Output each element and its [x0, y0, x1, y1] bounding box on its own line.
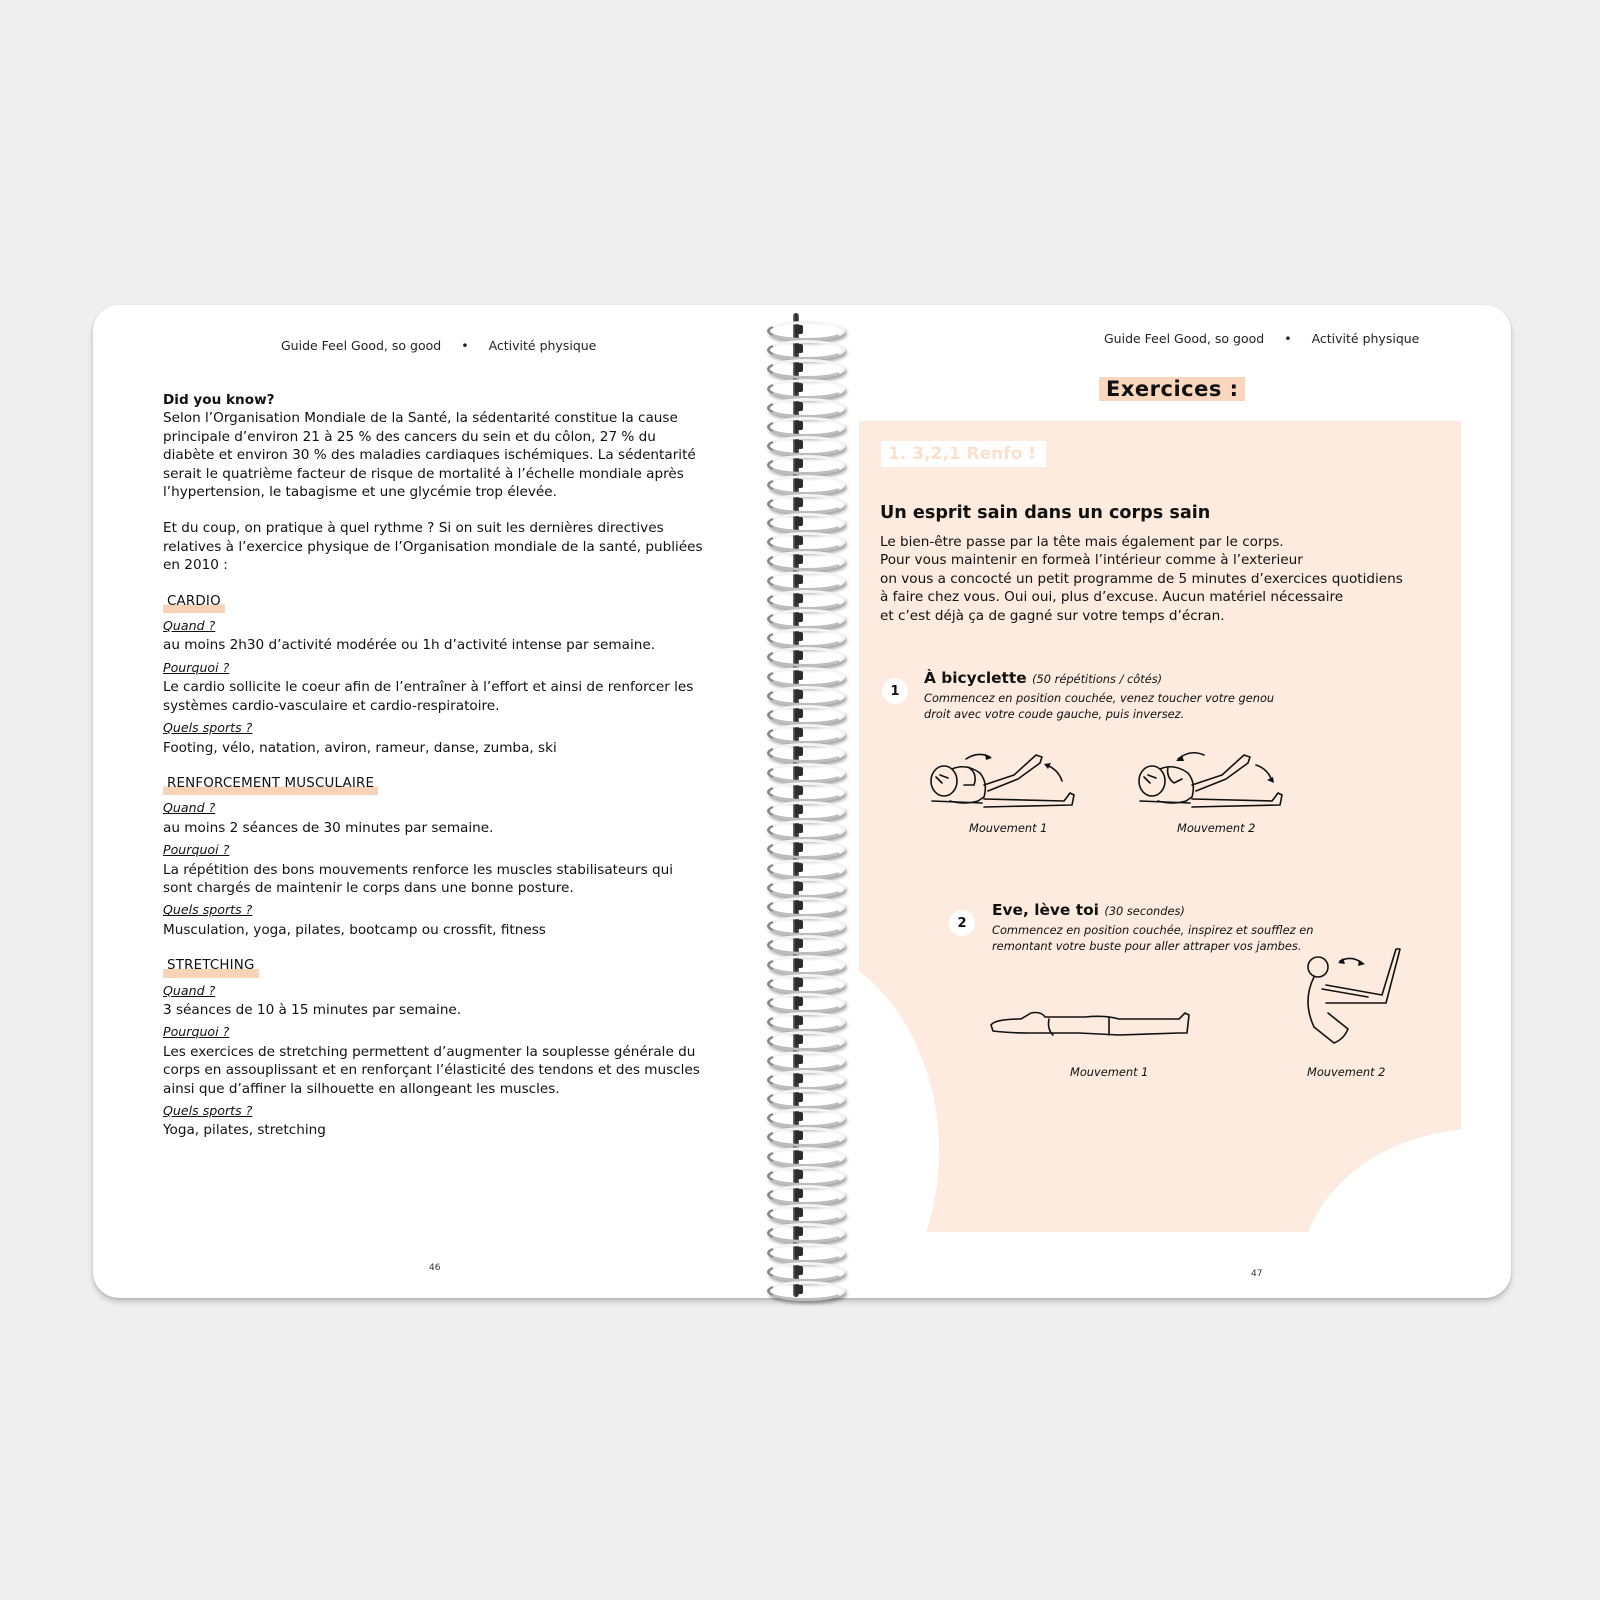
movement-label: Mouvement 2 [1177, 821, 1256, 835]
header-separator: • [461, 338, 469, 353]
bicycle-movement-1-illustration [926, 745, 1086, 815]
spiral-coil [767, 684, 845, 704]
spiral-coil [767, 1202, 845, 1222]
spiral-coil [767, 607, 845, 627]
exercise-name [924, 669, 1162, 687]
spiral-coil [767, 837, 845, 857]
pourquoi-text: systèmes cardio-vasculaire et cardio-respiratoire. [163, 697, 500, 714]
section-tag: RENFORCEMENT MUSCULAIRE [163, 775, 378, 795]
figure-elbow [1168, 767, 1182, 783]
section-tag: CARDIO [163, 593, 225, 613]
spiral-coil [767, 741, 845, 761]
pourquoi-text: corps en assouplissant et en renforçant l’élasticité des tendons et des muscles [163, 1062, 700, 1079]
spiral-coil [767, 665, 845, 685]
spiral-coil [767, 818, 845, 838]
exercise-description [992, 922, 1313, 954]
exercise-name [992, 901, 1185, 919]
figure-torso [1308, 977, 1348, 1043]
sports-label: Quels sports ? [163, 902, 253, 918]
left-content [163, 391, 723, 1140]
dyk-line: diabète et environ 30 % des maladies cardiaques ischémiques. La sédentarité [163, 447, 696, 464]
spiral-coil [767, 1029, 845, 1049]
section-tag: STRETCHING [163, 957, 259, 977]
spiral-coil [767, 780, 845, 800]
spiral-coil [767, 761, 845, 781]
quand-text: au moins 2 séances de 30 minutes par semaine. [163, 819, 494, 836]
sports-text: Musculation, yoga, pilates, bootcamp ou crossfit, fitness [163, 921, 546, 938]
header-section: Activité physique [1311, 331, 1420, 346]
spiral-coil [767, 357, 845, 377]
quand-text: 3 séances de 10 à 15 minutes par semaine. [163, 1001, 462, 1018]
spiral-coil [767, 1260, 845, 1280]
eve-movement-2-illustration [1286, 945, 1406, 1050]
spiral-coil [767, 991, 845, 1011]
running-header-left [281, 338, 596, 353]
figure-lying [991, 1013, 1189, 1036]
exercise-title: Eve, lève toi [992, 901, 1099, 919]
sports-text: Footing, vélo, natation, aviron, rameur, danse, zumba, ski [163, 739, 557, 756]
page-number-left: 46 [429, 1263, 441, 1273]
header-separator: • [1284, 331, 1292, 346]
spiral-coil [767, 933, 845, 953]
sports-label: Quels sports ? [163, 1103, 253, 1118]
spiral-coil [767, 319, 845, 339]
spiral-coil [767, 626, 845, 646]
spiral-coil [767, 549, 845, 569]
spiral-coil [767, 1183, 845, 1203]
dyk-line: serait le quatrième facteur de risque de mortalité à l’échelle mondiale après [163, 465, 684, 482]
pourquoi-text: Les exercices de stretching permettent d’augmenter la souplesse générale du [163, 1043, 696, 1060]
figure-head [931, 766, 957, 796]
exercise-title: À bicyclette [924, 669, 1027, 687]
quand-label: Quand ? [163, 982, 216, 998]
spiral-coil [767, 799, 845, 819]
intro-line: et c’est déjà ça de gagné sur votre temps d’écran. [880, 607, 1225, 624]
bicycle-movement-2-illustration [1134, 745, 1294, 815]
rhythm-line: Et du coup, on pratique à quel rythme ? Si on suit les dernières directives [163, 520, 664, 537]
section-stretching [163, 939, 723, 1140]
spiral-coil [767, 1145, 845, 1165]
spiral-coil [767, 338, 845, 358]
spiral-coil [767, 377, 845, 397]
arrow-head [1358, 960, 1365, 966]
desc-line: Commencez en position couchée, inspirez et soufflez en [992, 923, 1314, 937]
dyk-line: l’hypertension, le tabagisme et une glycémie trop élevée. [163, 484, 557, 501]
spiral-coil [767, 703, 845, 723]
spiral-coil [767, 1049, 845, 1069]
pourquoi-label: Pourquoi ? [163, 659, 230, 675]
spiral-coil [767, 972, 845, 992]
curve-arrow [1256, 765, 1272, 781]
spiral-binding-icon [763, 313, 853, 1297]
rhythm-line: relatives à l’exercice physique de l’Organisation mondiale de la santé, publiées [163, 538, 703, 555]
figure-arms [1322, 989, 1368, 997]
spiral-coil [767, 1087, 845, 1107]
intro-line: Pour vous maintenir en formeà l’intérieur comme à l’exterieur [880, 552, 1303, 569]
intro-block [880, 503, 1440, 625]
spiral-coil [767, 434, 845, 454]
figure-arm [936, 775, 948, 783]
header-guide-title: Guide Feel Good, so good [1104, 331, 1265, 346]
spiral-coil [767, 1068, 845, 1088]
desc-line: droit avec votre coude gauche, puis inversez. [924, 707, 1185, 722]
desc-line: Commencez en position couchée, venez toucher votre genou [924, 691, 1275, 705]
quand-label: Quand ? [163, 800, 216, 816]
program-tag: 1. 3,2,1 Renfo ! [881, 441, 1046, 467]
spiral-coil [767, 914, 845, 934]
spiral-coil [767, 415, 845, 435]
exercise-description [924, 690, 1274, 722]
figure-legs [1326, 949, 1400, 1003]
desc-line: remontant votre buste pour aller attraper vos jambes. [992, 939, 1302, 954]
exercise-detail: (50 répétitions / côtés) [1032, 672, 1163, 686]
spiral-coil [767, 1010, 845, 1030]
spiral-coil [767, 876, 845, 896]
pourquoi-text: sont chargés de maintenir le corps dans une bonne posture. [163, 879, 574, 896]
exercises-title: Exercices : [1099, 377, 1245, 401]
movement-label: Mouvement 1 [1070, 1065, 1149, 1079]
did-you-know-title: Did you know? [163, 392, 275, 408]
spiral-coil [767, 396, 845, 416]
figure-extended-leg [984, 793, 1074, 807]
spiral-coil [767, 857, 845, 877]
panel-curve-left [859, 941, 939, 1232]
spiral-coil [767, 1241, 845, 1261]
exercise-number-badge: 1 [882, 678, 908, 704]
pourquoi-label: Pourquoi ? [163, 1024, 230, 1040]
pourquoi-text: Le cardio sollicite le coeur afin de l’entraîner à l’effort et ainsi de renforcer les [163, 679, 694, 696]
spiral-coil [767, 895, 845, 915]
coil-ring [767, 1281, 845, 1301]
spiral-coil [767, 473, 845, 493]
sports-text: Yoga, pilates, stretching [163, 1122, 326, 1139]
left-page [93, 305, 773, 1298]
movement-label: Mouvement 1 [969, 821, 1048, 835]
spiral-coil [767, 1221, 845, 1241]
dyk-line: Selon l’Organisation Mondiale de la Santé, la sédentarité constitue la cause [163, 410, 678, 427]
spiral-coil [767, 453, 845, 473]
open-notebook [93, 305, 1511, 1298]
figure-extended-leg [1192, 793, 1282, 807]
spiral-coil [767, 511, 845, 531]
right-page [851, 305, 1511, 1298]
movement-label: Mouvement 2 [1307, 1065, 1386, 1079]
spiral-coil [767, 492, 845, 512]
header-section: Activité physique [488, 338, 597, 353]
spiral-coil [767, 569, 845, 589]
exercise-detail: (30 secondes) [1104, 904, 1185, 918]
exercise-number-badge: 2 [949, 910, 975, 936]
figure-head [1139, 766, 1165, 796]
section-cardio [163, 575, 723, 757]
intro-line: on vous a concocté un petit programme de 5 minutes d’exercices quotidiens [880, 570, 1403, 587]
arrow-head [985, 754, 992, 760]
pourquoi-text: La répétition des bons mouvements renforce les muscles stabilisateurs qui [163, 861, 673, 878]
sports-label: Quels sports ? [163, 720, 253, 736]
running-header-right [1104, 331, 1419, 346]
intro-line: à faire chez vous. Oui oui, plus d’excuse. Aucun matériel nécessaire [880, 589, 1344, 606]
panel-curve-right [1299, 1129, 1461, 1232]
section-renforcement [163, 757, 723, 939]
spiral-coil [767, 588, 845, 608]
figure-head [1308, 957, 1328, 977]
section-heading: Un esprit sain dans un corps sain [880, 503, 1211, 523]
spiral-coil [767, 722, 845, 742]
eve-movement-1-illustration [989, 1005, 1219, 1045]
pourquoi-text: ainsi que d’affiner la silhouette en allongeant les muscles. [163, 1080, 560, 1097]
quand-text: au moins 2h30 d’activité modérée ou 1h d’activité intense par semaine. [163, 637, 656, 654]
pourquoi-label: Pourquoi ? [163, 842, 230, 858]
header-guide-title: Guide Feel Good, so good [281, 338, 442, 353]
rhythm-line: en 2010 : [163, 557, 228, 574]
spiral-coil [767, 645, 845, 665]
figure-arm [1144, 775, 1156, 783]
spiral-coil [767, 1106, 845, 1126]
figure-raised-leg [984, 755, 1042, 791]
page-number-right: 47 [1251, 1269, 1263, 1279]
figure-raised-leg [1192, 755, 1250, 791]
spiral-coil [767, 1279, 845, 1299]
dyk-line: principale d’environ 21 à 25 % des cancers du sein et du côlon, 27 % du [163, 428, 656, 445]
spiral-coil [767, 953, 845, 973]
quand-label: Quand ? [163, 618, 216, 634]
spiral-coil [767, 1125, 845, 1145]
intro-line: Le bien-être passe par la tête mais également par le corps. [880, 534, 1284, 550]
spiral-coil [767, 530, 845, 550]
spiral-coil [767, 1164, 845, 1184]
